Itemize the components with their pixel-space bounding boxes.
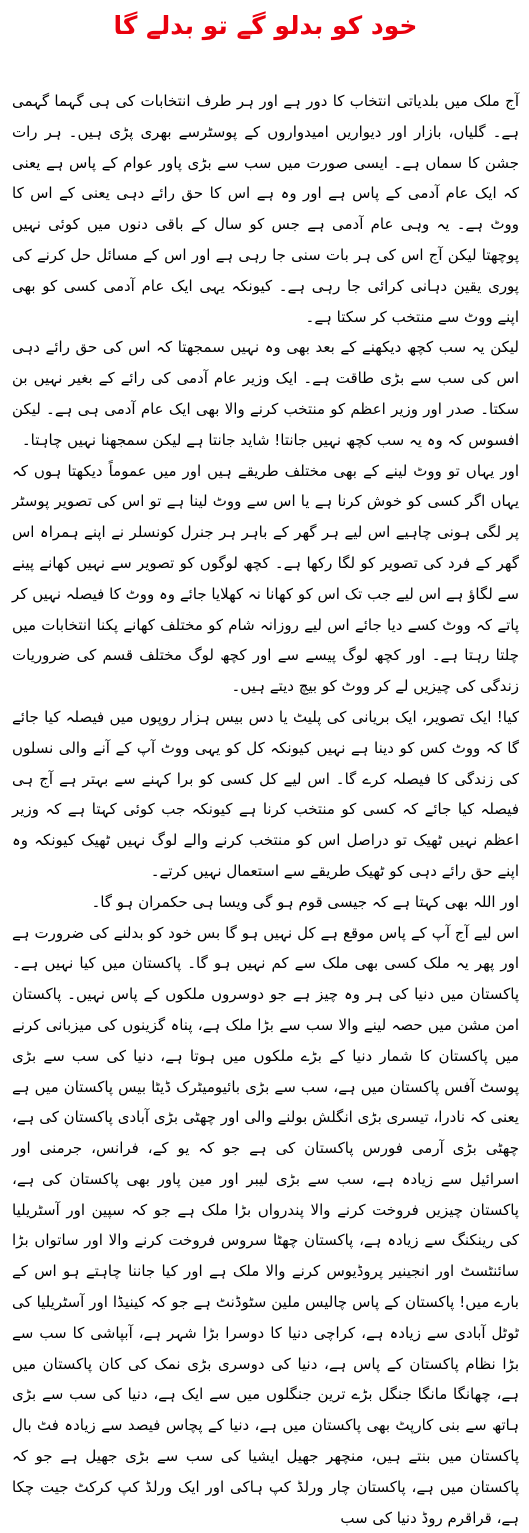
article-title: خود کو بدلو گے تو بدلے گا <box>113 11 418 40</box>
paragraph-3: اور یہاں تو ووٹ لینے کے بھی مختلف طریقے ہیں اور میں عموماً دیکھتا ہوں کہ یہاں اگر کسی کو خوش کرنا ہے یا اس سے ووٹ لینا ہے تو اس کی تصویر پوسٹر پر لگی ہونی چاہیے اس لیے ہر گھر کے باہر ہر جنرل کونسلر نے اپنے ہمراہ اس گھر کے فرد کی تصویر کو لگا رکھا ہے۔ کچھ لوگوں کو تصویر سے نہیں کھانے پینے سے لگاؤ ہے اس لیے جب تک اس کو کھانا نہ کھلایا جائے وہ ووٹ کا فیصلہ نہیں کر پاتے کہ ووٹ کسے دیا جائے اس لیے روزانہ شام کو مختلف کھانے پکنا انتخابات میں چلتا رہتا ہے۔ اور کچھ لوگ پیسے سے اور کچھ لوگ مختلف قسم کی ضروریات زندگی کی چیزیں لے کر ووٹ کو بیچ دیتے ہیں۔ <box>12 461 519 696</box>
article-body <box>12 86 519 1533</box>
article <box>0 6 529 1527</box>
paragraph-5: اور اللہ بھی کہتا ہے کہ جیسی قوم ہو گی ویسا ہی حکمران ہو گا۔ <box>91 892 519 911</box>
paragraph-4: کیا! ایک تصویر، ایک بریانی کی پلیٹ یا دس بیس ہزار روپوں میں فیصلہ کیا جائے گا کہ ووٹ کس کو دینا ہے نہیں کیونکہ کل کو یہی ووٹ آپ کے آنے والی نسلوں کی زندگی کا فیصلہ کرے گا۔ اس لیے کل کسی کو برا کہنے سے بہتر ہے آج ہی فیصلہ کیا جائے کہ کسی کو منتخب کرنا ہے کیونکہ جب کوئی کہتا ہے کہ وزیر اعظم نہیں ٹھیک تو دراصل اس کو منتخب کرنے والے لوگ نہیں ٹھیک کیونکہ وہ اپنے حق رائے دہی کو ٹھیک طریقے سے استعمال نہیں کرتے۔ <box>12 707 519 880</box>
paragraph-2: لیکن یہ سب کچھ دیکھنے کے بعد بھی وہ نہیں سمجھتا کہ اس کی حق رائے دہی اس کی سب سے بڑی طاقت ہے۔ ایک وزیر عام آدمی کی رائے کے بغیر نہیں بن سکتا۔ صدر اور وزیر اعظم کو منتخب کرنے والا بھی ایک عام آدمی ہی ہے۔ لیکن افسوس کہ وہ یہ سب کچھ نہیں جانتا! شاید جانتا ہے لیکن سمجھنا نہیں چاہتا۔ <box>12 338 519 449</box>
paragraph-6: اس لیے آج آپ کے پاس موقع ہے کل نہیں ہو گا بس خود کو بدلنے کی ضرورت ہے اور پھر یہ ملک کسی بھی ملک سے کم نہیں ہو گا۔ پاکستان میں کیا نہیں ہے۔ پاکستان میں دنیا کی ہر وہ چیز ہے جو دوسروں ملکوں کے پاس نہیں۔ پاکستان امن مشن میں حصہ لینے والا سب سے بڑا ملک ہے، پناہ گزینوں کی میزبانی کرنے میں پاکستان کا شمار دنیا کے بڑے ملکوں میں ہوتا ہے، دنیا کی سب سے بڑی پوسٹ آفس پاکستان میں ہے، سب سے بڑی بائیومیٹرک ڈیٹا بیس پاکستان میں ہے یعنی کہ نادرا، تیسری بڑی انگلش بولنے والی اور چھٹی بڑی آبادی پاکستان کی ہے، چھٹی بڑی آرمی فورس پاکستان کی ہے جو کہ یو کے، فرانس، جرمنی اور اسرائیل سے زیادہ ہے، سب سے بڑی لیبر اور مین پاور بھی پاکستان کی ہے، پاکستان چیزیں فروخت کرنے والا پندرواں بڑا ملک ہے جو کہ سپین اور آسٹریلیا کی رینکنگ سے زیادہ ہے، پاکستان چھٹا سروس فروخت کرنے والا اور ساتواں بڑا سائنٹسٹ اور انجینیر پروڈیوس کرنے والا ملک ہے اور کیا جاننا چاہتے ہو اس کے بارے میں! پاکستان کے پاس چالیس ملین سٹوڈنٹ ہے جو کہ کینیڈا اور آسٹریلیا کی ٹوٹل آبادی سے زیادہ ہے، کراچی دنیا کا دوسرا بڑا شہر ہے، آبپاشی کا سب سے بڑا نظام پاکستان کے پاس ہے، دنیا کی دوسری بڑی نمک کی کان پاکستان میں ہے، چھانگا مانگا جنگل بڑے ترین جنگلوں میں سے ایک ہے، دنیا کی سب سے بڑی ہاتھ سے بنی کارپٹ بھی پاکستان میں ہے، دنیا کے پچاس فیصد سے زیادہ فٹ بال پاکستان میں بنتے ہیں، منچھر جھیل ایشیا کی سب سے بڑی جھیل ہے جو کہ پاکستان میں ہے، پاکستان چار ورلڈ کپ ہاکی اور ایک ورلڈ کپ کرکٹ جیت چکا ہے، قراقرم روڈ دنیا کی سب <box>12 923 519 1527</box>
paragraph-1: آج ملک میں بلدیاتی انتخاب کا دور ہے اور ہر طرف انتخابات کی ہی گہما گہمی ہے۔ گلیاں، بازار اور دیواریں امیدواروں کے پوسٹرسے بھری پڑی ہیں۔ ہر رات جشن کا سماں ہے۔ ایسی صورت میں سب سے بڑی پاور عوام کے پاس ہے یعنی کہ ایک عام آدمی کے پاس ہے اور وہ ہے اس کا حق رائے دہی یعنی کے اس کا ووٹ ہے۔ یہ وہی عام آدمی ہے جس کو سال کے باقی دنوں میں کوئی نہیں پوچھتا لیکن آج اس کی ہر بات سنی جا رہی ہے اور اس کے مسائل حل کرنے کی پوری یقین دہانی کرائی جا رہی ہے۔ کیونکہ یہی ایک عام آدمی کسی کو بھی اپنے ووٹ سے منتخب کر سکتا ہے۔ <box>12 92 519 326</box>
